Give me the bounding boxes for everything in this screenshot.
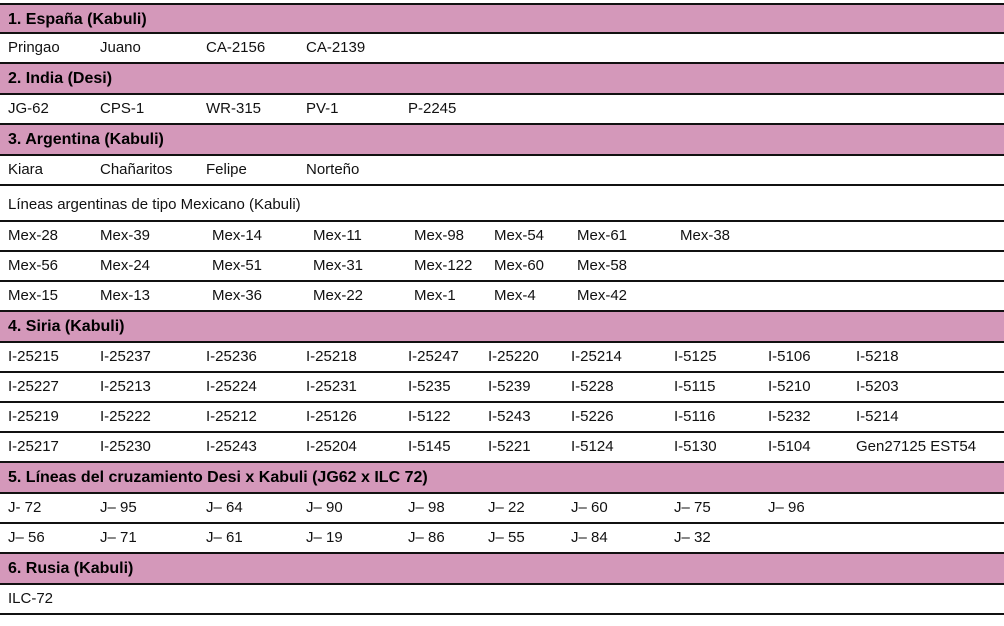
table-cell: Mex-31 [313, 257, 364, 274]
section-header [0, 3, 1004, 34]
table-cell: I-5124 [571, 438, 614, 455]
table-cell: J– 95 [100, 499, 137, 516]
table-cell: J– 60 [571, 499, 608, 516]
table-cell: I-25126 [306, 408, 357, 425]
table-cell: Mex-24 [100, 257, 151, 274]
table-cell: Líneas argentinas de tipo Mexicano (Kabuli) [8, 196, 301, 213]
germplasm-table [0, 3, 1004, 615]
table-cell: JG-62 [8, 100, 49, 117]
table-cell: I-25236 [206, 348, 257, 365]
table-cell: Mex-15 [8, 287, 59, 304]
table-cell: I-5226 [571, 408, 614, 425]
table-cell: J– 32 [674, 529, 711, 546]
table-cell: I-5116 [674, 408, 716, 425]
table-cell: I-5235 [408, 378, 451, 395]
table-cell: J– 86 [408, 529, 445, 546]
table-cell: Mex-98 [414, 227, 465, 244]
table-cell: Chañaritos [100, 161, 173, 178]
table-cell: I-25214 [571, 348, 622, 365]
table-cell: I-5214 [856, 408, 899, 425]
table-cell: I-5243 [488, 408, 531, 425]
table-cell: Mex-13 [100, 287, 151, 304]
table-cell: J– 90 [306, 499, 343, 516]
table-cell: I-25219 [8, 408, 59, 425]
table-cell: Juano [100, 39, 141, 56]
table-cell: Mex-61 [577, 227, 628, 244]
table-cell: Mex-28 [8, 227, 59, 244]
section-header [0, 125, 1004, 156]
table-cell: Mex-42 [577, 287, 628, 304]
section-title: 6. Rusia (Kabuli) [8, 560, 134, 577]
section-header [0, 554, 1004, 585]
table-row [0, 494, 1004, 524]
table-cell: J– 98 [408, 499, 445, 516]
table-cell: PV-1 [306, 100, 339, 117]
table-cell: I-5115 [674, 378, 716, 395]
table-cell: I-5145 [408, 438, 451, 455]
subheading-row [0, 186, 1004, 222]
table-row [0, 95, 1004, 125]
table-cell: I-25224 [206, 378, 257, 395]
table-row [0, 252, 1004, 282]
table-cell: Pringao [8, 39, 60, 56]
table-cell: J– 22 [488, 499, 525, 516]
table-cell: Kiara [8, 161, 44, 178]
table-cell: I-5125 [674, 348, 717, 365]
table-cell: Mex-56 [8, 257, 59, 274]
table-cell: Felipe [206, 161, 247, 178]
section-title: 3. Argentina (Kabuli) [8, 131, 164, 148]
table-row [0, 222, 1004, 252]
table-cell: Mex-60 [494, 257, 545, 274]
table-cell: Mex-122 [414, 257, 473, 274]
table-cell: I-5232 [768, 408, 811, 425]
table-cell: Gen27125 EST54 [856, 438, 977, 455]
table-cell: J- 72 [8, 499, 42, 516]
table-cell: I-25217 [8, 438, 59, 455]
table-cell: I-5218 [856, 348, 899, 365]
table-cell: I-5210 [768, 378, 811, 395]
table-cell: I-5228 [571, 378, 614, 395]
table-cell: J– 96 [768, 499, 805, 516]
table-cell: Mex-22 [313, 287, 364, 304]
table-cell: I-5221 [488, 438, 531, 455]
table-cell: J– 19 [306, 529, 343, 546]
table-cell: J– 56 [8, 529, 45, 546]
table-cell: ILC-72 [8, 590, 54, 607]
table-cell: I-5106 [768, 348, 811, 365]
table-cell: Mex-58 [577, 257, 628, 274]
table-cell: J– 64 [206, 499, 243, 516]
table-cell: J– 55 [488, 529, 525, 546]
table-cell: I-5130 [674, 438, 717, 455]
table-row [0, 403, 1004, 433]
section-header [0, 463, 1004, 494]
table-cell: I-25231 [306, 378, 357, 395]
table-cell: Mex-4 [494, 287, 536, 304]
table-row [0, 433, 1004, 463]
table-row [0, 585, 1004, 615]
table-row [0, 156, 1004, 186]
table-cell: J– 84 [571, 529, 608, 546]
section-header [0, 64, 1004, 95]
table-cell: J– 75 [674, 499, 711, 516]
section-title: 4. Siria (Kabuli) [8, 318, 125, 335]
table-cell: Mex-1 [414, 287, 456, 304]
table-cell: I-25213 [100, 378, 151, 395]
table-cell: CA-2139 [306, 39, 366, 56]
table-cell: Mex-54 [494, 227, 545, 244]
table-cell: WR-315 [206, 100, 262, 117]
table-cell: Mex-38 [680, 227, 731, 244]
table-row [0, 282, 1004, 312]
table-row [0, 373, 1004, 403]
table-cell: I-25247 [408, 348, 459, 365]
table-cell: Mex-51 [212, 257, 263, 274]
table-cell: I-25230 [100, 438, 151, 455]
table-row [0, 34, 1004, 64]
table-cell: I-25222 [100, 408, 151, 425]
table-cell: CA-2156 [206, 39, 266, 56]
section-title: 5. Líneas del cruzamiento Desi x Kabuli (JG62 x ILC 72) [8, 469, 428, 486]
table-cell: I-5239 [488, 378, 531, 395]
table-cell: P-2245 [408, 100, 457, 117]
section-header [0, 312, 1004, 343]
table-cell: I-25227 [8, 378, 59, 395]
table-cell: CPS-1 [100, 100, 145, 117]
table-cell: Mex-36 [212, 287, 263, 304]
table-cell: Mex-14 [212, 227, 263, 244]
table-cell: J– 71 [100, 529, 137, 546]
section-title: 2. India (Desi) [8, 70, 113, 87]
table-cell: I-5122 [408, 408, 451, 425]
table-row [0, 524, 1004, 554]
table-cell: I-25220 [488, 348, 539, 365]
table-cell: Norteño [306, 161, 360, 178]
table-cell: J– 61 [206, 529, 243, 546]
table-cell: Mex-39 [100, 227, 151, 244]
table-cell: Mex-11 [313, 227, 362, 244]
table-cell: I-5104 [768, 438, 811, 455]
table-cell: I-25212 [206, 408, 257, 425]
table-cell: I-25237 [100, 348, 151, 365]
table-row [0, 343, 1004, 373]
table-cell: I-5203 [856, 378, 899, 395]
table-cell: I-25204 [306, 438, 357, 455]
table-cell: I-25215 [8, 348, 59, 365]
table-cell: I-25243 [206, 438, 257, 455]
table-cell: I-25218 [306, 348, 357, 365]
section-title: 1. España (Kabuli) [8, 11, 147, 28]
